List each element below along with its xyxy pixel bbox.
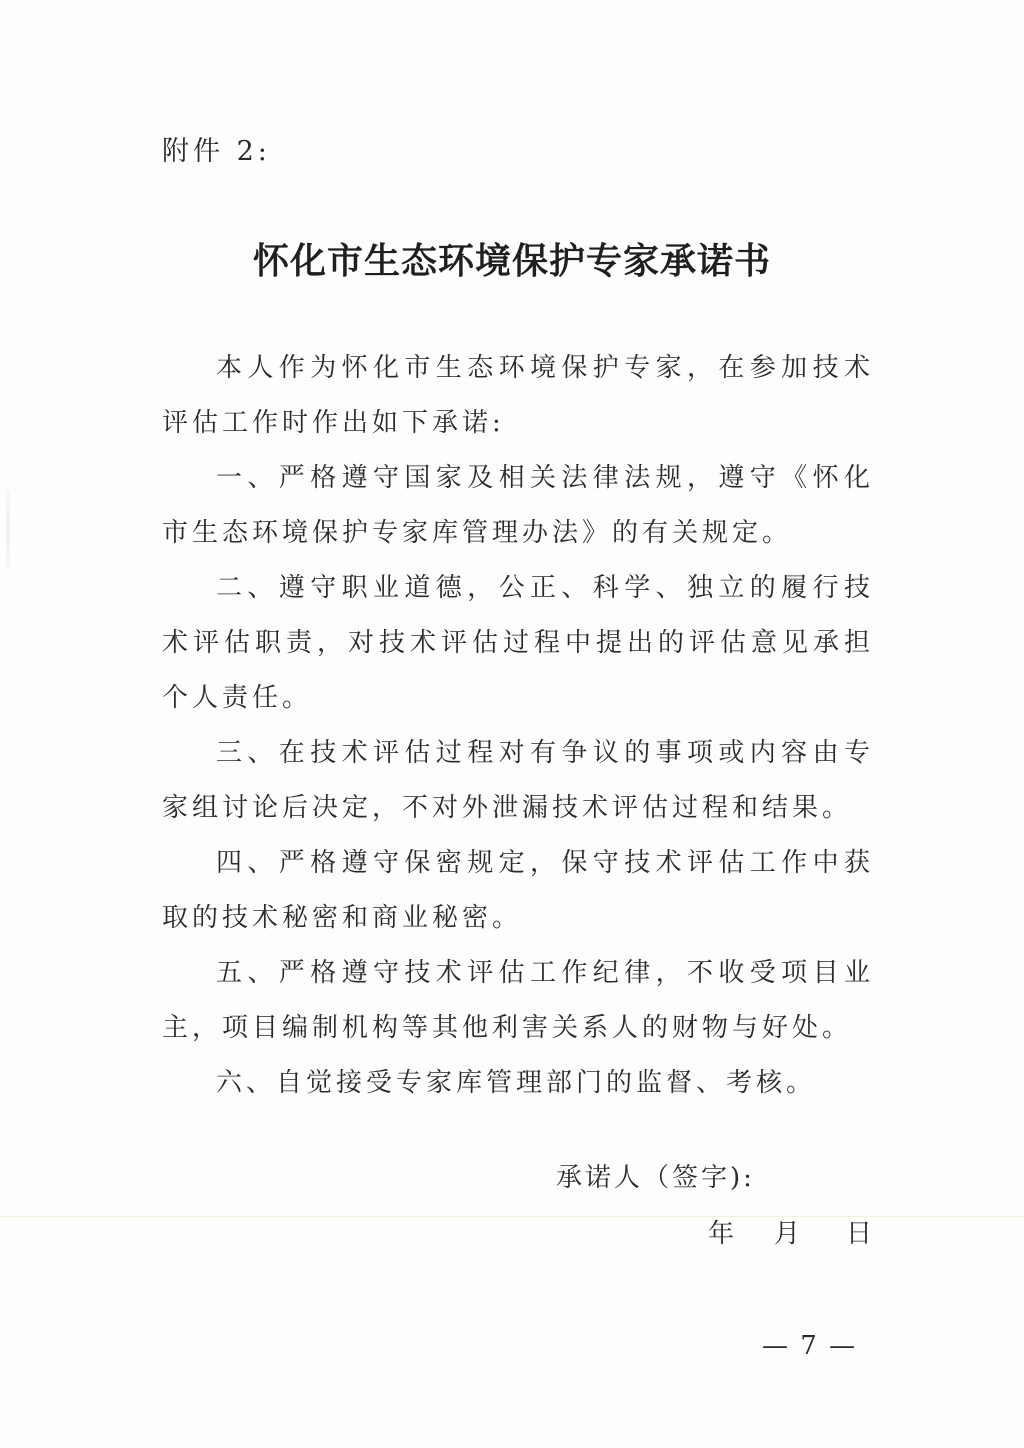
date-year-label: 年 <box>708 1219 735 1249</box>
commitment-item-6: 六、自觉接受专家库管理部门的监督、考核。 <box>216 1068 817 1098</box>
commitment-body <box>162 341 874 1111</box>
attachment-label: 附件 2: <box>162 136 271 167</box>
date-row <box>708 1212 872 1256</box>
commitment-item-5: 五、严格遵守技术评估工作纪律，不收受项目业主，项目编制机构等其他利害关系人的财物与好处。 <box>162 958 874 1043</box>
page-number: — 7 — <box>762 1331 858 1361</box>
commitment-item-3: 三、在技术评估过程对有争议的事项或内容由专家组讨论后决定，不对外泄漏技术评估过程和结果。 <box>162 738 874 823</box>
signature-label: 承诺人（签字): <box>556 1163 755 1193</box>
commitment-item-1: 一、严格遵守国家及相关法律法规，遵守《怀化市生态环境保护专家库管理办法》的有关规定。 <box>162 463 874 548</box>
scan-edge-mark <box>6 490 10 570</box>
date-day-label: 日 <box>846 1219 873 1249</box>
commitment-item-4: 四、严格遵守保密规定，保守技术评估工作中获取的技术秘密和商业秘密。 <box>162 848 874 933</box>
date-month-label: 月 <box>774 1219 801 1249</box>
intro-paragraph: 本人作为怀化市生态环境保护专家，在参加技术评估工作时作出如下承诺: <box>162 353 874 438</box>
commitment-item-2: 二、遵守职业道德，公正、科学、独立的履行技术评估职责，对技术评估过程中提出的评估意见承担个人责任。 <box>162 573 874 713</box>
document-title: 怀化市生态环境保护专家承诺书 <box>252 241 771 282</box>
